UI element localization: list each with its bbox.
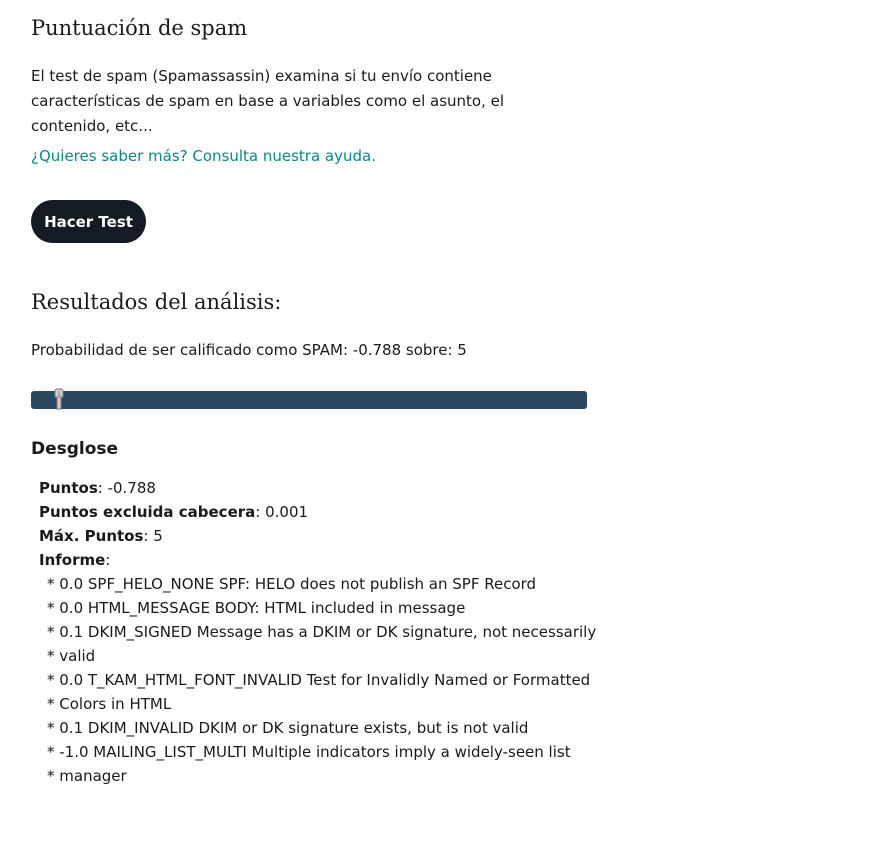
max-points-row xyxy=(39,524,599,548)
header-points-value: : 0.001 xyxy=(255,503,309,521)
report-line: * 0.0 T_KAM_HTML_FONT_INVALID Test for Invalidly Named or Formatted xyxy=(47,671,591,689)
points-row xyxy=(39,476,599,500)
run-test-button[interactable]: Hacer Test xyxy=(31,200,146,243)
report-line: * 0.0 HTML_MESSAGE BODY: HTML included in message xyxy=(47,599,466,617)
report-lines xyxy=(39,572,599,788)
points-label: Puntos xyxy=(39,479,98,497)
breakdown-details xyxy=(39,476,599,788)
breakdown-title: Desglose xyxy=(31,439,119,459)
max-points-value: : 5 xyxy=(143,527,163,545)
score-slider-handle xyxy=(54,388,64,410)
spam-score-bar xyxy=(31,391,587,409)
report-line: * manager xyxy=(47,767,127,785)
spam-probability-text: Probabilidad de ser calificado como SPAM: -0.788 sobre: 5 xyxy=(31,341,467,359)
report-line: * valid xyxy=(47,647,96,665)
report-line: * Colors in HTML xyxy=(47,695,172,713)
points-value: : -0.788 xyxy=(97,479,156,497)
report-line: * 0.1 DKIM_SIGNED Message has a DKIM or DK signature, not necessarily xyxy=(47,623,597,641)
report-line: * 0.1 DKIM_INVALID DKIM or DK signature exists, but is not valid xyxy=(47,719,529,737)
header-points-label: Puntos excluida cabecera xyxy=(39,503,256,521)
report-line: * 0.0 SPF_HELO_NONE SPF: HELO does not publish an SPF Record xyxy=(47,575,537,593)
max-points-label: Máx. Puntos xyxy=(39,527,144,545)
report-separator: : xyxy=(105,551,111,569)
report-label: Informe xyxy=(39,551,106,569)
report-row xyxy=(39,548,599,572)
results-title: Resultados del análisis: xyxy=(31,290,282,314)
page-title: Puntuación de spam xyxy=(31,16,248,40)
intro-description: El test de spam (Spamassassin) examina si tu envío contiene características de spam en base a variables como el asunto, el contenido, etc... xyxy=(31,67,505,135)
report-line: * -1.0 MAILING_LIST_MULTI Multiple indicators imply a widely-seen list xyxy=(47,743,571,761)
help-link[interactable]: ¿Quieres saber más? Consulta nuestra ayuda. xyxy=(31,147,376,165)
header-points-row xyxy=(39,500,599,524)
